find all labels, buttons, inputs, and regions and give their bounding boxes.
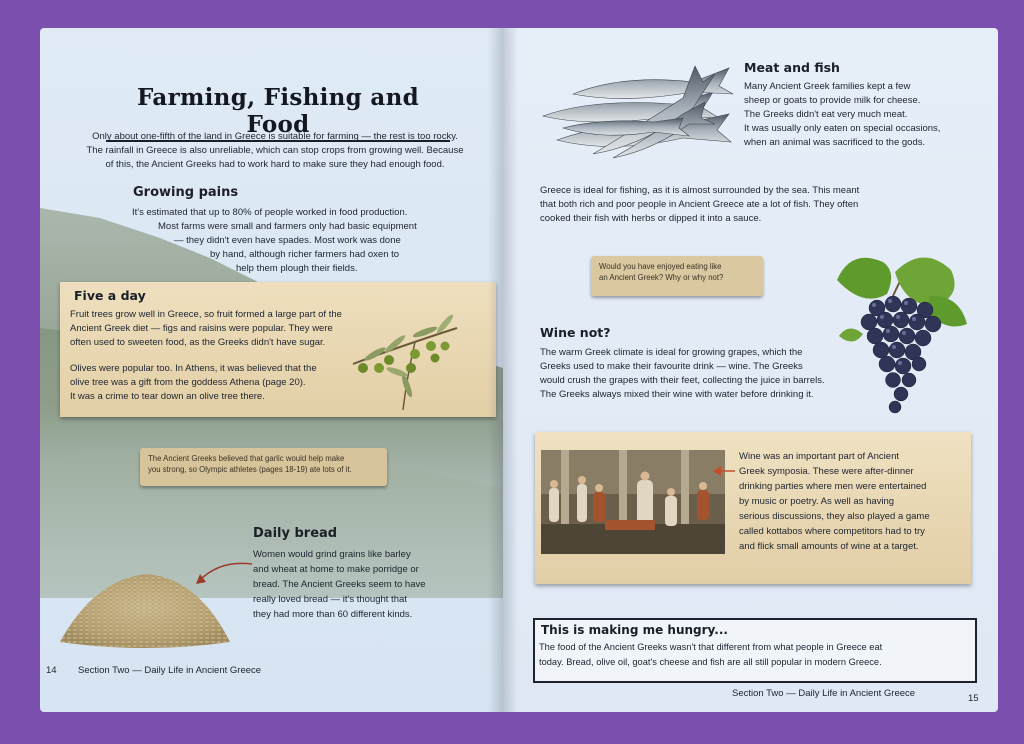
meat-fish-heading: Meat and fish <box>744 60 840 75</box>
five-a-day-line-5: Olives were popular too. In Athens, it was believed that the <box>70 363 317 374</box>
arrow-icon <box>711 464 737 478</box>
intro-line-1: Only about one-fifth of the land in Greece is suitable for farming — the rest is too rocky. <box>92 131 458 142</box>
growing-pains-line-2: Most farms were small and farmers only had basic equipment <box>158 221 417 232</box>
symposia-line-3: drinking parties where men were entertained <box>739 481 927 492</box>
question-note <box>591 256 763 296</box>
five-a-day-line-1: Fruit trees grow well in Greece, so fruit formed a large part of the <box>70 309 342 320</box>
symposia-line-2: Greek symposia. These were after-dinner <box>739 466 914 477</box>
wine-not-line-2: Greeks used to make their favourite drink — wine. The Greeks <box>540 361 803 372</box>
growing-pains-line-3: — they didn't even have spades. Most work was done <box>174 235 401 246</box>
symposia-line-7: and flick small amounts of wine at a target. <box>739 541 919 552</box>
summary-box <box>533 618 977 683</box>
garlic-note-line-2: you strong, so Olympic athletes (pages 18-19) ate lots of it. <box>148 465 352 474</box>
daily-bread-line-3: bread. The Ancient Greeks seem to have <box>253 579 426 590</box>
meat-fish-line-4: It was usually only eaten on special occasions, <box>744 123 941 134</box>
growing-pains-heading: Growing pains <box>133 185 239 200</box>
wine-not-heading: Wine not? <box>540 325 611 340</box>
five-a-day-heading: Five a day <box>74 288 146 303</box>
daily-bread-line-1: Women would grind grains like barley <box>253 549 411 560</box>
summary-line-2: today. Bread, olive oil, goat's cheese and fish are all still popular in modern Greece. <box>539 657 882 667</box>
right-footer: Section Two — Daily Life in Ancient Greece <box>732 688 916 699</box>
meat-fish-line-2: sheep or goats to provide milk for cheese. <box>744 95 921 106</box>
five-a-day-line-3: often used to sweeten food, as the Greeks didn't have sugar. <box>70 337 326 348</box>
olive-branch-image <box>345 306 465 416</box>
intro-line-2: The rainfall in Greece is also unreliable, which can stop crops from growing well. Because <box>86 145 464 156</box>
wine-not-line-4: The Greeks always mixed their wine with water before drinking it. <box>540 389 814 400</box>
left-page <box>40 28 503 712</box>
question-note-line-1: Would you have enjoyed eating like <box>599 262 722 271</box>
grain-pile-image <box>54 560 234 652</box>
daily-bread-line-2: and wheat at home to make porridge or <box>253 564 419 575</box>
left-page-number: 14 <box>46 665 57 676</box>
right-page <box>503 28 998 712</box>
daily-bread-line-4: really loved bread — it's thought that <box>253 594 407 605</box>
growing-pains-line-4: by hand, although richer farmers had oxen to <box>210 249 400 260</box>
symposia-line-4: by music or poetry. As well as having <box>739 496 895 507</box>
wine-not-line-1: The warm Greek climate is ideal for growing grapes, which the <box>540 347 803 358</box>
page-title: Farming, Fishing and Food <box>106 84 450 142</box>
five-a-day-line-6: olive tree was a gift from the goddess Athena (page 20). <box>70 377 306 388</box>
sardines-image <box>533 58 739 168</box>
fishing-line-3: cooked their fish with herbs or dipped it into a sauce. <box>540 213 762 224</box>
grapes-image <box>833 244 973 416</box>
meat-fish-line-3: The Greeks didn't eat very much meat. <box>744 109 908 120</box>
symposium-painting-image <box>541 450 725 554</box>
fishing-line-1: Greece is ideal for fishing, as it is almost surrounded by the sea. This meant <box>540 185 860 196</box>
wine-not-line-3: would crush the grapes with their feet, collecting the juice in barrels. <box>540 375 825 386</box>
fishing-line-2: that both rich and poor people in Ancient Greece ate a lot of fish. They often <box>540 199 859 210</box>
right-page-number: 15 <box>968 693 979 704</box>
summary-line-1: The food of the Ancient Greeks wasn't that different from what people in Greece eat <box>539 642 883 652</box>
five-a-day-line-7: It was a crime to tear down an olive tree there. <box>70 391 265 402</box>
five-a-day-line-2: Ancient Greek diet — figs and raisins were popular. They were <box>70 323 333 334</box>
symposia-line-6: called kottabos where competitors had to try <box>739 526 925 537</box>
question-note-line-2: an Ancient Greek? Why or why not? <box>599 273 724 282</box>
intro-line-3: of this, the Ancient Greeks had to work hard to make sure they had enough food. <box>105 159 445 170</box>
summary-heading: This is making me hungry... <box>541 623 728 637</box>
book-gutter-shadow <box>488 28 518 712</box>
symposia-line-5: serious discussions, they also played a game <box>739 511 930 522</box>
daily-bread-heading: Daily bread <box>253 526 338 541</box>
meat-fish-line-1: Many Ancient Greek families kept a few <box>744 81 911 92</box>
garlic-note <box>140 448 387 486</box>
symposia-line-1: Wine was an important part of Ancient <box>739 451 899 462</box>
growing-pains-line-5: help them plough their fields. <box>236 263 358 274</box>
growing-pains-line-1: It's estimated that up to 80% of people worked in food production. <box>132 207 408 218</box>
daily-bread-line-5: they had more than 60 different kinds. <box>253 609 413 620</box>
meat-fish-line-5: when an animal was sacrificed to the gods. <box>744 137 926 148</box>
left-footer: Section Two — Daily Life in Ancient Greece <box>78 665 262 676</box>
garlic-note-line-1: The Ancient Greeks believed that garlic would help make <box>148 454 345 463</box>
